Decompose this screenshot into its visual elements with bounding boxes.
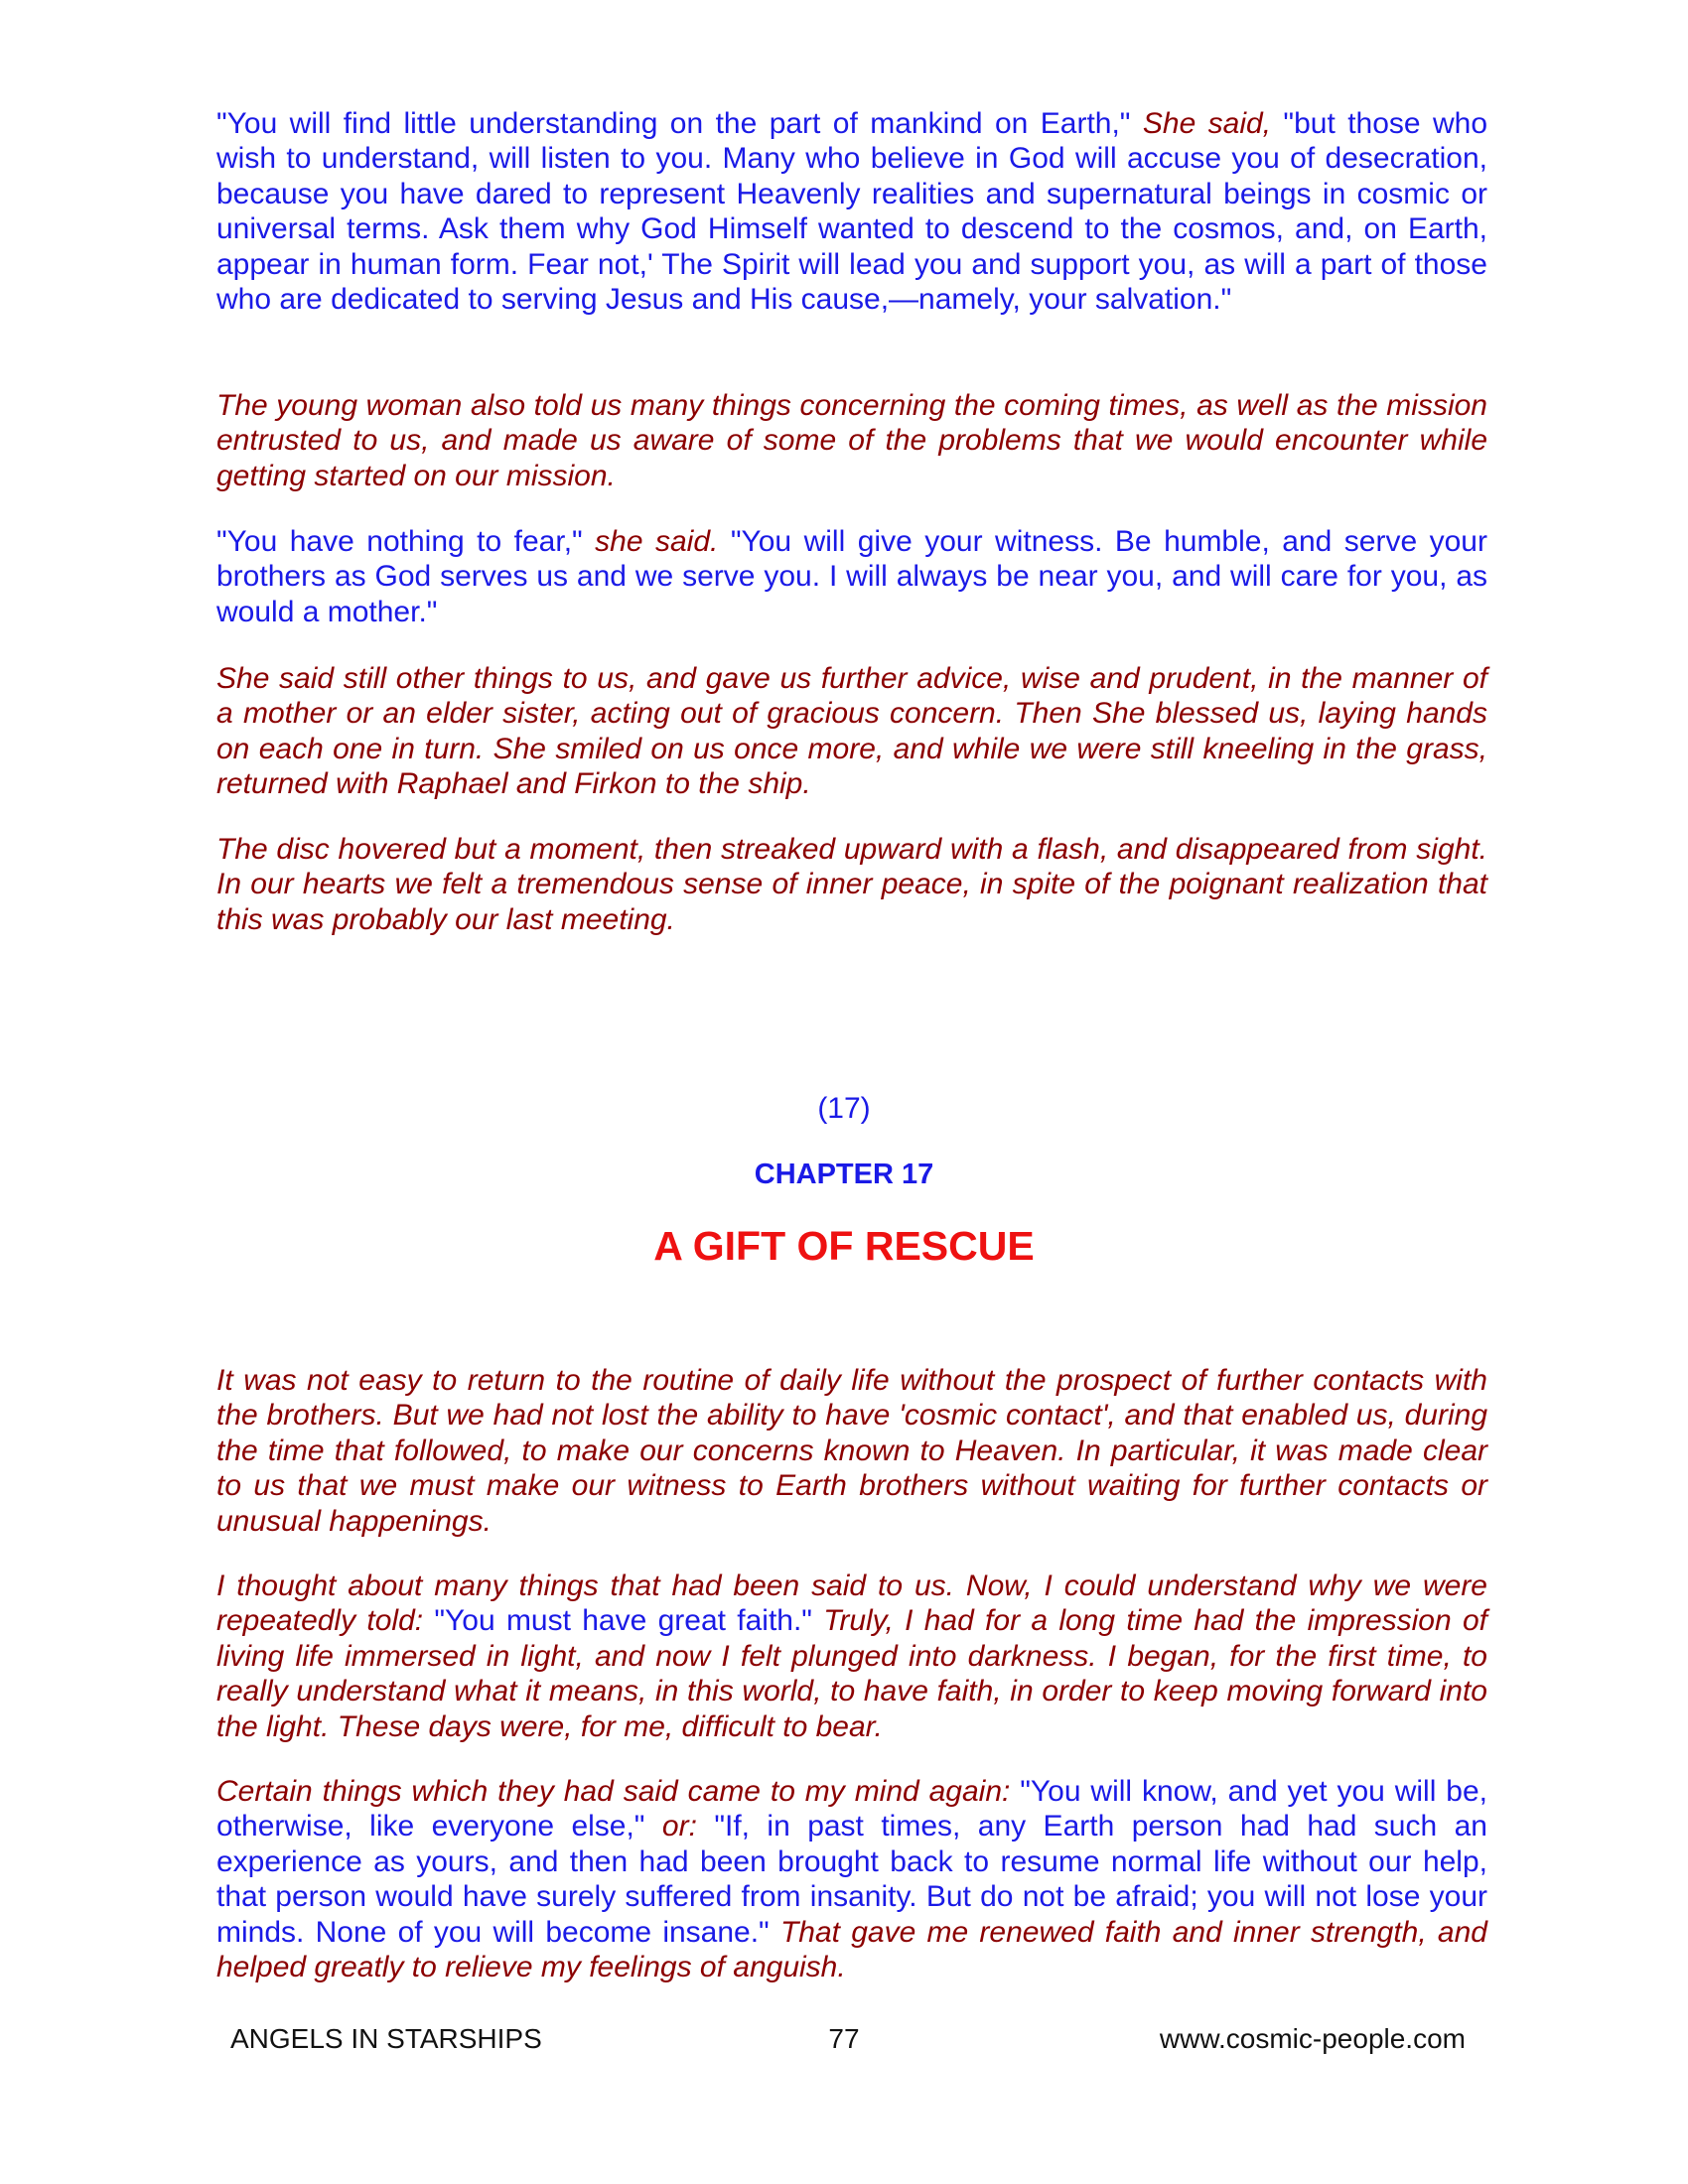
paragraph-2: The young woman also told us many things concerning the coming times, as well as the mission entrusted to us, and made us aware of some of the problems that we would encounter while getting started on our mission. xyxy=(216,389,1487,492)
paragraph-5: The disc hovered but a moment, then streaked upward with a flash, and disappeared from sight. In our hearts we felt a tremendous sense of inner peace, in spite of the poignant realization that this was probably our last meeting. xyxy=(216,833,1487,936)
paragraph-1 xyxy=(216,106,1487,317)
quote-text: "You will know, and yet you will be, otherwise, like everyone else," xyxy=(216,1775,1487,1843)
paragraph-4: She said still other things to us, and gave us further advice, wise and prudent, in the manner of a mother or an elder sister, acting out of gracious concern. Then She blessed us, laying hands on each one in turn. She smiled on us once more, and while we were still kneeling in the grass, returned with Raphael and Firkon to the ship. xyxy=(216,662,1487,801)
chapter-label: CHAPTER 17 xyxy=(754,1159,934,1190)
quote-text: "You must have great faith." xyxy=(423,1604,812,1638)
paragraph-7 xyxy=(216,1569,1487,1744)
narration-text: I thought about many things that had been said to us. Now, I could understand why we were repeatedly told: xyxy=(216,1570,1487,1638)
chapter-number: (17) xyxy=(817,1092,871,1125)
footer-book-title: ANGELS IN STARSHIPS xyxy=(230,2023,542,2054)
paragraph-3 xyxy=(216,524,1487,629)
footer-page-number: 77 xyxy=(828,2023,860,2054)
paragraph-6: It was not easy to return to the routine of daily life without the prospect of further contacts with the brothers. But we had not lost the ability to have 'cosmic contact', and that enabled us, during the time that followed, to make our concerns known to Heaven. In particular, it was made clear to us that we must make our witness to Earth brothers without waiting for further contacts or unusual happenings. xyxy=(216,1364,1487,1538)
quote-text: "You will give your witness. Be humble, and serve your brothers as God serves us and we serve you. I will always be near you, and will care for you, as would a mother." xyxy=(216,525,1487,628)
quote-text: "You have nothing to fear," xyxy=(216,525,583,558)
narration-text: or: xyxy=(644,1810,697,1843)
quote-text: "but those who wish to understand, will listen to you. Many who believe in God will accuse you of desecration, because you have dared to represent Heavenly realities and supernatural beings in cosmic or universal terms. Ask them why God Himself wanted to descend to the cosmos, and, on Earth, appear in human form. Fear not,' The Spirit will lead you and support you, as will a part of those who are dedicated to serving Jesus and His cause,—namely, your salvation." xyxy=(216,107,1488,317)
paragraph-8 xyxy=(216,1774,1487,1984)
footer-website: www.cosmic-people.com xyxy=(1159,2023,1466,2054)
narration-text: That gave me renewed faith and inner strength, and helped greatly to relieve my feelings of anguish. xyxy=(216,1915,1487,1984)
chapter-title: A GIFT OF RESCUE xyxy=(653,1223,1035,1269)
quote-text: "You will find little understanding on the part of mankind on Earth," xyxy=(216,107,1131,140)
narration-text: Certain things which they had said came to my mind again: xyxy=(216,1775,1011,1808)
narration-text: Truly, I had for a long time had the impression of living life immersed in light, and now I felt plunged into darkness. I began, for the first time, to really understand what it means, in this world, to have faith, in order to keep moving forward into the light. These days were, for me, difficult to bear. xyxy=(216,1604,1487,1743)
narration-text: She said, xyxy=(1130,107,1272,140)
quote-text: "If, in past times, any Earth person had had such an experience as yours, and then had been brought back to resume normal life without our help, that person would have surely suffered from insanity. But do not be afraid; you will not lose your minds. None of you will become insane." xyxy=(216,1810,1487,1949)
narration-text: she said. xyxy=(582,525,719,558)
